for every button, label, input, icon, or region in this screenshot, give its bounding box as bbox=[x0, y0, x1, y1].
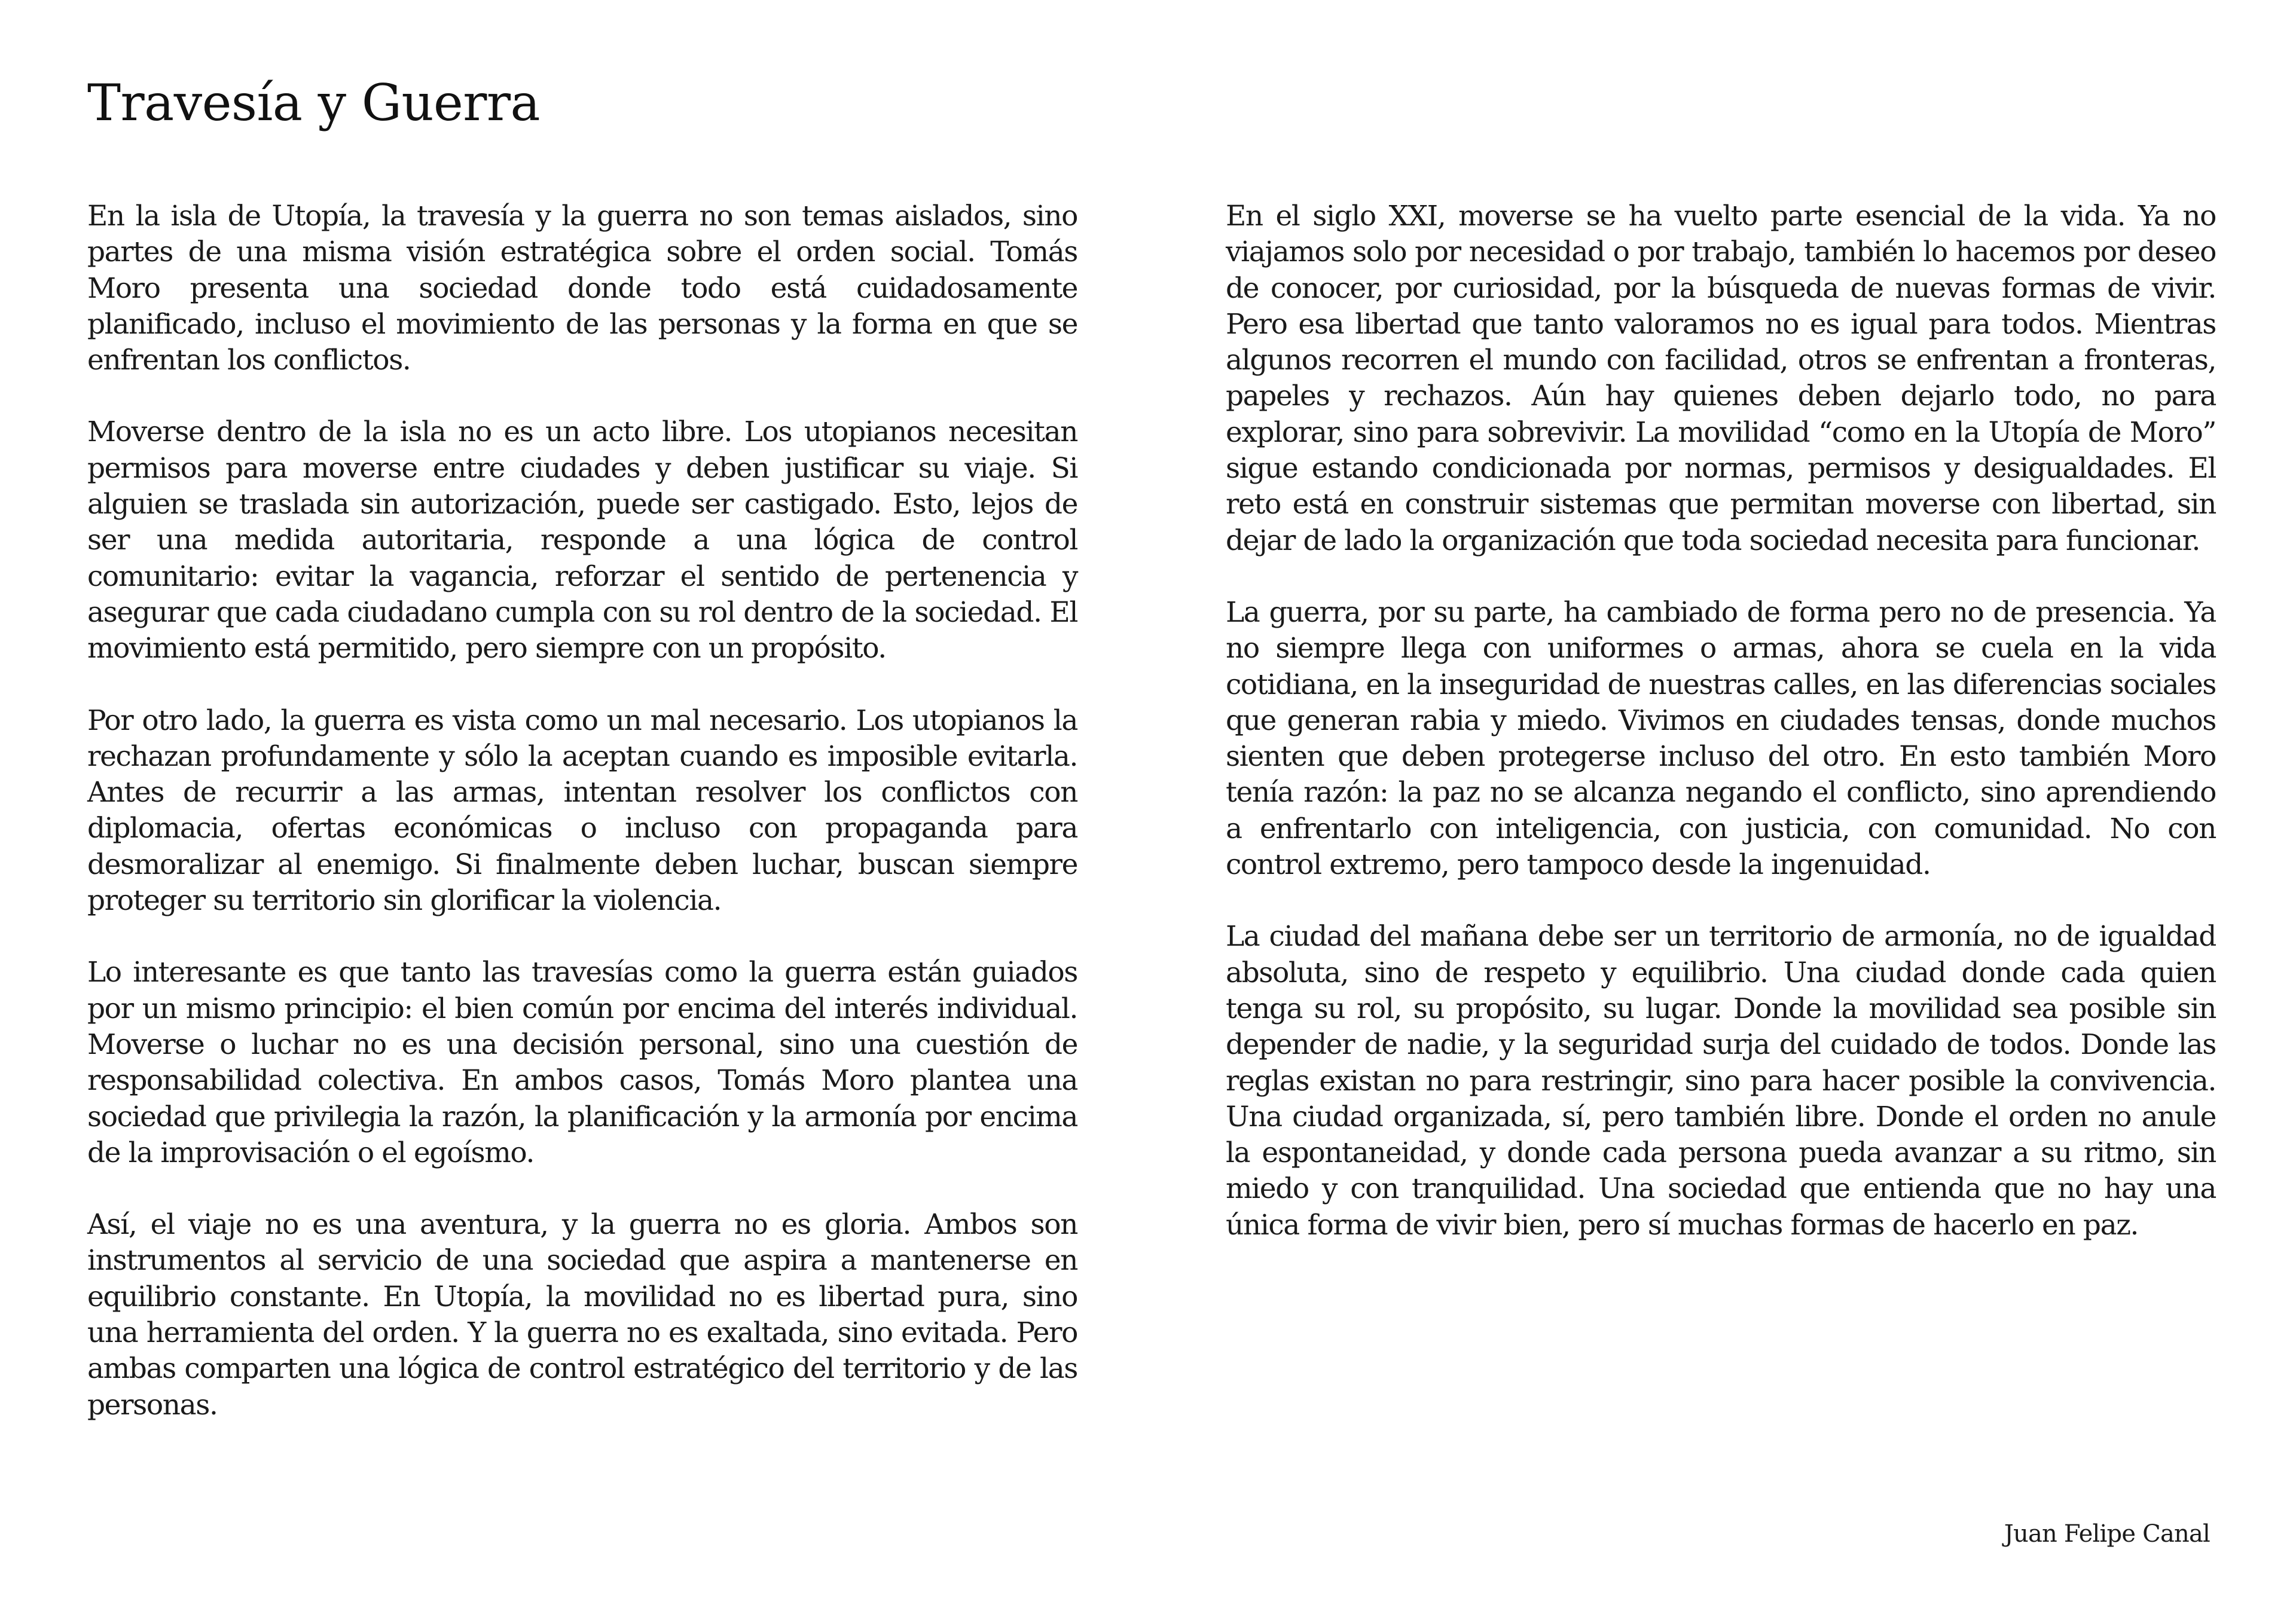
paragraph: La ciudad del mañana debe ser un territorio de armonía, no de igualdad absoluta, sino de respeto y equilibrio. Una ciudad donde cada quien tenga su rol, su propósito, su lugar. Donde la movilidad sea posible sin depender de nadie, y la seguridad surja del cuidado de todos. Donde las reglas existan no para restringir, sino para hacer posible la convivencia. Una ciudad organizada, sí, pero también libre. Donde el orden no anule la espontaneidad, y donde cada persona pueda avanzar a su ritmo, sin miedo y con tranquilidad. Una sociedad que entienda que no hay una única forma de vivir bien, pero sí muchas formas de hacerlo en paz. bbox=[1226, 920, 2216, 1242]
paragraph: Así, el viaje no es una aventura, y la guerra no es gloria. Ambos son instrumentos al servicio de una sociedad que aspira a mantenerse en equilibrio constante. En Utopía, la movilidad no es libertad pura, sino una herramienta del orden. Y la guerra no es exaltada, sino evitada. Pero ambas comparten una lógica de control estratégico del territorio y de las personas. bbox=[87, 1208, 1077, 1422]
paragraph: La guerra, por su parte, ha cambiado de forma pero no de presencia. Ya no siempre llega con uniformes o armas, ahora se cuela en la vida cotidiana, en la inseguridad de nuestras calles, en las diferencias sociales que generan rabia y miedo. Vivimos en ciudades tensas, donde muchos sienten que deben protegerse incluso del otro. En esto también Moro tenía razón: la paz no se alcanza negando el conflicto, sino aprendiendo a enfrentarlo con inteligencia, con justicia, con comunidad. No con control extremo, pero tampoco desde la ingenuidad. bbox=[1226, 595, 2216, 882]
paragraph: Lo interesante es que tanto las travesías como la guerra están guiados por un mismo principio: el bien común por encima del interés individual. Moverse o luchar no es una decisión personal, sino una cuestión de responsabilidad colectiva. En ambos casos, Tomás Moro plantea una sociedad que privilegia la razón, la planificación y la armonía por encima de la improvisación o el egoísmo. bbox=[87, 956, 1077, 1169]
paragraph: Moverse dentro de la isla no es un acto libre. Los utopianos necesitan permisos para moverse entre ciudades y deben justificar su viaje. Si alguien se traslada sin autorización, puede ser castigado. Esto, lejos de ser una medida autoritaria, responde a una lógica de control comunitario: evitar la vagancia, reforzar el sentido de pertenencia y asegurar que cada ciudadano cumpla con su rol dentro de la sociedad. El movimiento está permitido, pero siempre con un propósito. bbox=[87, 415, 1077, 665]
paragraph: En el siglo XXI, moverse se ha vuelto parte esencial de la vida. Ya no viajamos solo por necesidad o por trabajo, también lo hacemos por deseo de conocer, por curiosidad, por la búsqueda de nuevas formas de vivir. Pero esa libertad que tanto valoramos no es igual para todos. Mientras algunos recorren el mundo con facilidad, otros se enfrentan a fronteras, papeles y rechazos. Aún hay quienes deben dejarlo todo, no para explorar, sino para sobrevivir. La movilidad “como en la Utopía de Moro” sigue estando condicionada por normas, permisos y desigualdades. El reto está en construir sistemas que permitan moverse con libertad, sin dejar de lado la organización que toda sociedad necesita para funcionar. bbox=[1226, 200, 2216, 557]
right-column bbox=[1226, 198, 2216, 1279]
paragraph: Por otro lado, la guerra es vista como un mal necesario. Los utopianos la rechazan profundamente y sólo la aceptan cuando es imposible evitarla. Antes de recurrir a las armas, intentan resolver los conflictos con diplomacia, ofertas económicas o incluso con propaganda para desmoralizar al enemigo. Si finalmente deben luchar, buscan siempre proteger su territorio sin glorificar la violencia. bbox=[87, 704, 1077, 918]
page-title: Travesía y Guerra bbox=[87, 74, 541, 132]
author-signature: Juan Felipe Canal bbox=[2004, 1520, 2210, 1548]
paragraph: En la isla de Utopía, la travesía y la guerra no son temas aislados, sino partes de una misma visión estratégica sobre el orden social. Tomás Moro presenta una sociedad donde todo está cuidadosamente planificado, incluso el movimiento de las personas y la forma en que se enfrentan los conflictos. bbox=[87, 200, 1077, 377]
left-column bbox=[87, 198, 1077, 1459]
